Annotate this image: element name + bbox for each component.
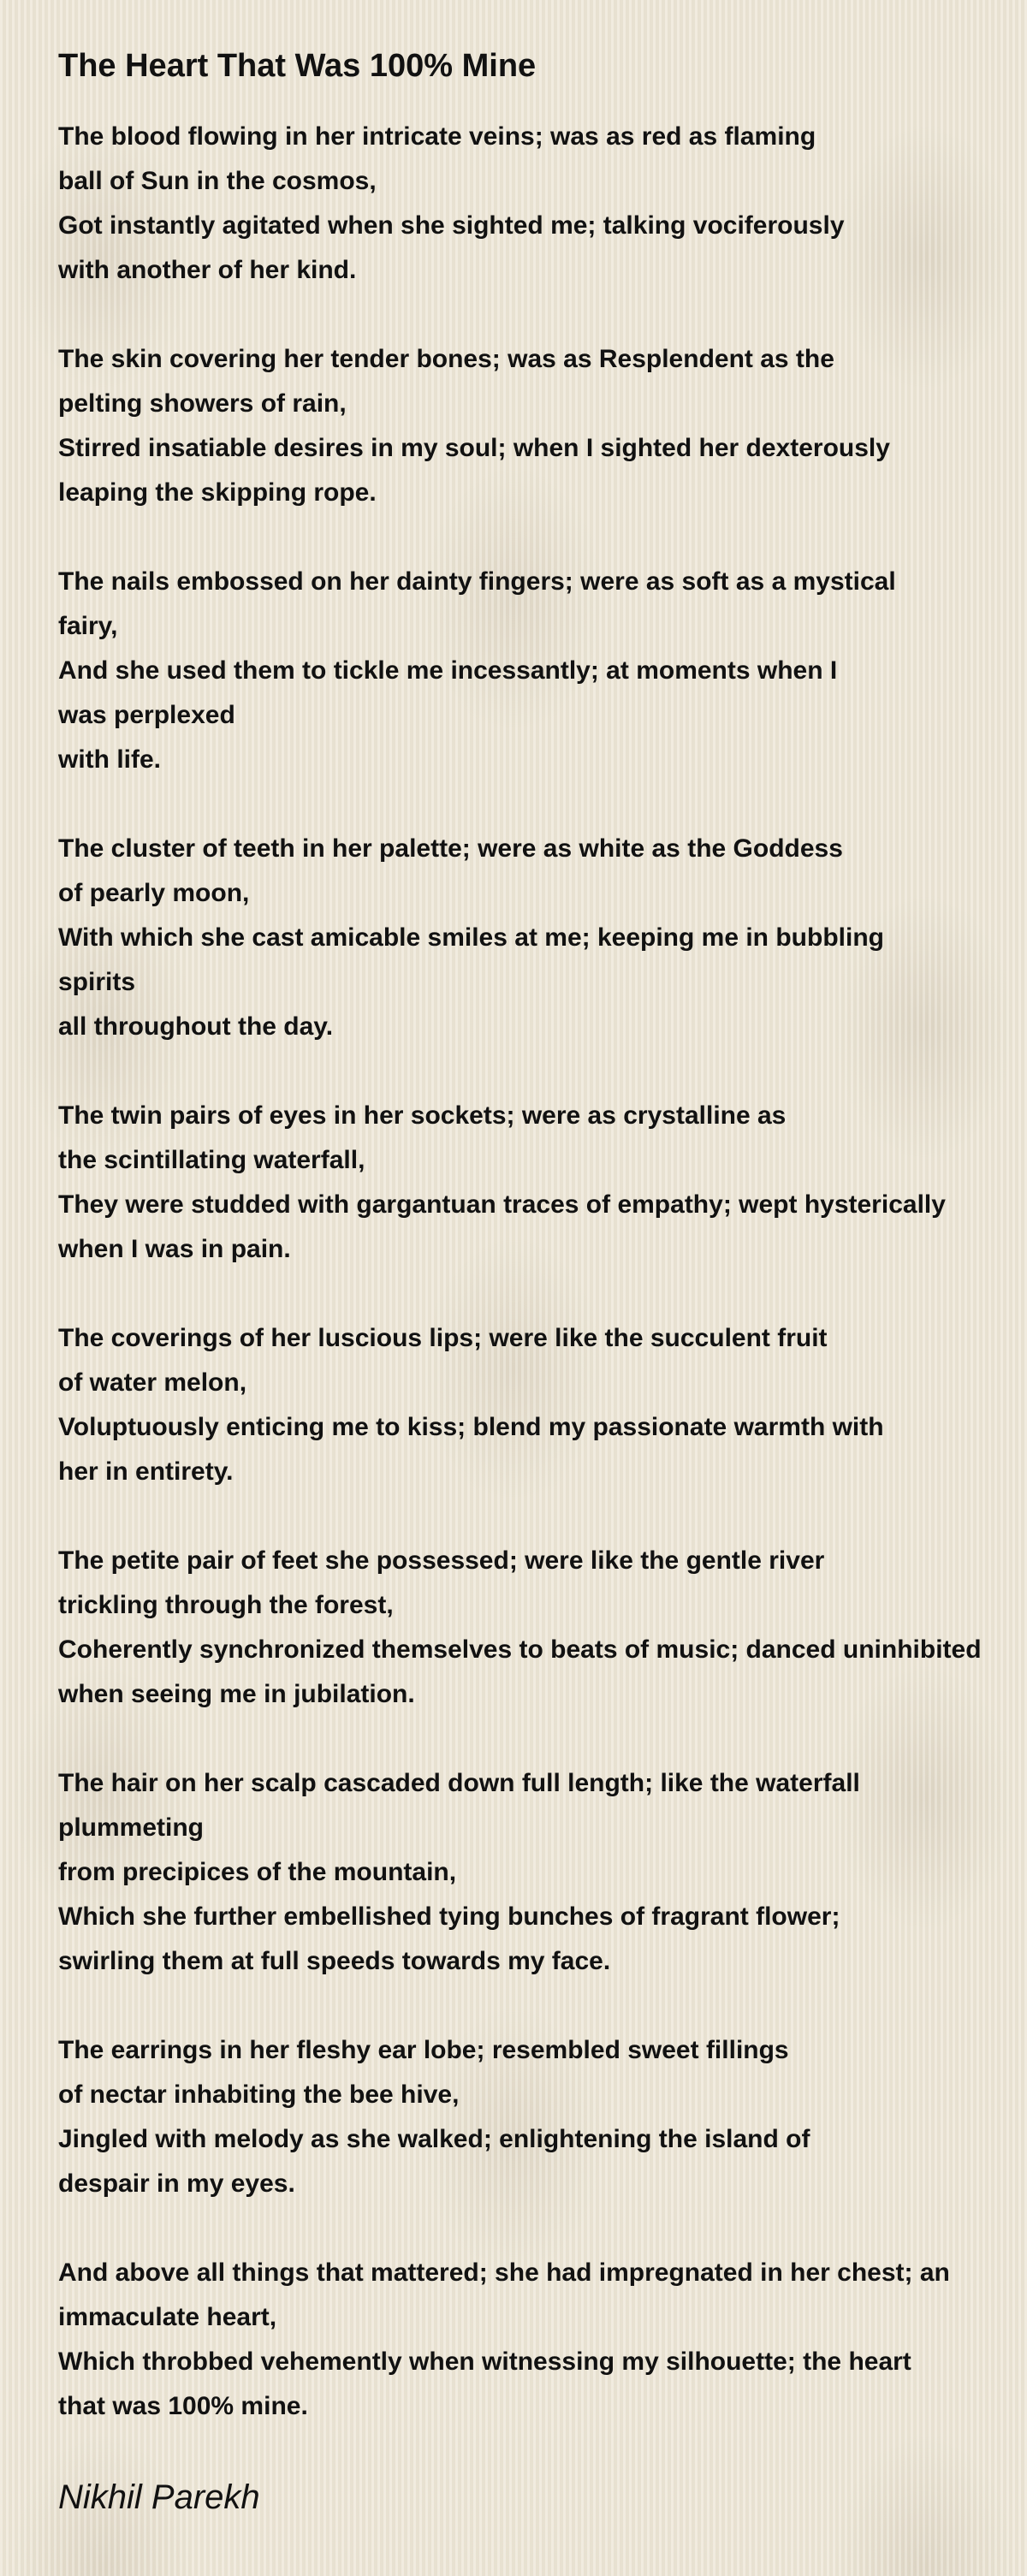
poem-line: Which throbbed vehemently when witnessing my silhouette; the heart (58, 2347, 911, 2376)
poem-line: swirling them at full speeds towards my face. (58, 1947, 611, 1975)
poem-line: With which she cast amicable smiles at me; keeping me in bubbling (58, 923, 884, 952)
poem-line: trickling through the forest, (58, 1591, 394, 1619)
stanza-2 (58, 337, 1027, 515)
poem-line: The petite pair of feet she possessed; were like the gentle river (58, 1546, 825, 1575)
poem-line: that was 100% mine. (58, 2392, 308, 2420)
poem-line: ball of Sun in the cosmos, (58, 167, 377, 195)
stanza-10 (58, 2251, 1027, 2429)
poem-line: The twin pairs of eyes in her sockets; were as crystalline as (58, 1101, 787, 1130)
poem-page (58, 45, 1027, 2521)
stanza-5 (58, 1094, 1027, 1272)
poem-line: The hair on her scalp cascaded down full length; like the waterfall (58, 1769, 860, 1797)
poem-line: The blood flowing in her intricate veins; was as red as flaming (58, 122, 816, 151)
poem-line: her in entirety. (58, 1457, 234, 1486)
poem-line: of water melon, (58, 1368, 247, 1397)
poem-author: Nikhil Parekh (58, 2478, 260, 2516)
poem-line: The nails embossed on her dainty fingers; were as soft as a mystical (58, 567, 896, 596)
poem-line: Which she further embellished tying bunches of fragrant flower; (58, 1902, 840, 1931)
poem-line: The earrings in her fleshy ear lobe; resembled sweet fillings (58, 2036, 789, 2064)
poem-line: from precipices of the mountain, (58, 1858, 457, 1886)
poem-line: Jingled with melody as she walked; enlightening the island of (58, 2125, 810, 2153)
poem-line: They were studded with gargantuan traces of empathy; wept hysterically (58, 1190, 946, 1219)
poem-line: Voluptuously enticing me to kiss; blend my passionate warmth with (58, 1413, 884, 1441)
poem-line: The skin covering her tender bones; was as Resplendent as the (58, 345, 834, 373)
stanza-8 (58, 1761, 1027, 1984)
stanza-9 (58, 2028, 1027, 2206)
poem-line: And above all things that mattered; she had impregnated in her chest; an (58, 2258, 950, 2287)
poem-title: The Heart That Was 100% Mine (58, 48, 537, 84)
poem-line: of pearly moon, (58, 879, 250, 907)
poem-line: Stirred insatiable desires in my soul; when I sighted her dexterously (58, 434, 890, 462)
poem-line: Coherently synchronized themselves to beats of music; danced uninhibited (58, 1635, 982, 1664)
poem-line: of nectar inhabiting the bee hive, (58, 2080, 460, 2109)
poem-body (58, 115, 1027, 2429)
poem-line: the scintillating waterfall, (58, 1146, 365, 1174)
poem-line: leaping the skipping rope. (58, 478, 377, 507)
poem-line: when I was in pain. (58, 1235, 291, 1263)
poem-line: spirits (58, 968, 136, 996)
poem-line: immaculate heart, (58, 2303, 277, 2331)
poem-line: And she used them to tickle me incessantly; at moments when I (58, 656, 838, 685)
poem-line: despair in my eyes. (58, 2169, 295, 2198)
stanza-3 (58, 560, 1027, 782)
stanza-6 (58, 1316, 1027, 1494)
poem-line: plummeting (58, 1813, 204, 1842)
poem-line: all throughout the day. (58, 1012, 334, 1041)
poem-line: The cluster of teeth in her palette; were as white as the Goddess (58, 834, 843, 863)
poem-line: with life. (58, 745, 161, 774)
poem-line: pelting showers of rain, (58, 389, 347, 418)
poem-line: when seeing me in jubilation. (58, 1680, 415, 1708)
poem-line: was perplexed (58, 701, 235, 729)
poem-line: Got instantly agitated when she sighted me; talking vociferously (58, 211, 845, 240)
stanza-1 (58, 115, 1027, 293)
stanza-4 (58, 827, 1027, 1049)
poem-line: fairy, (58, 612, 118, 640)
poem-line: with another of her kind. (58, 256, 357, 284)
stanza-7 (58, 1539, 1027, 1717)
poem-line: The coverings of her luscious lips; were like the succulent fruit (58, 1324, 828, 1352)
